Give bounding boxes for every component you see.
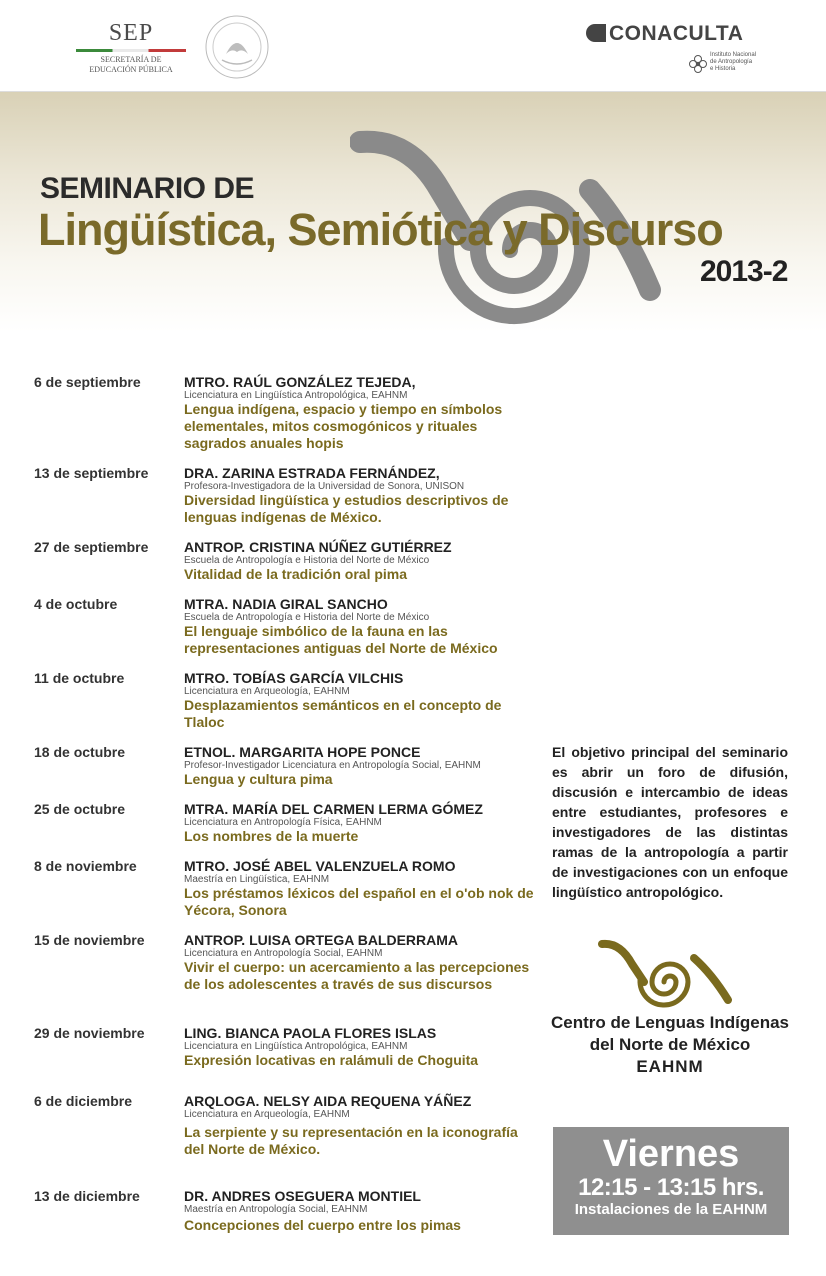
session-info — [184, 539, 534, 583]
session-date: 15 de noviembre — [34, 932, 145, 948]
session-speaker: DRA. ZARINA ESTRADA FERNÁNDEZ, — [184, 465, 440, 481]
conaculta-logo — [586, 22, 743, 46]
session-info — [184, 1025, 534, 1069]
session-date: 6 de diciembre — [34, 1093, 133, 1109]
sep-logo — [76, 20, 186, 75]
spiral-serpent-small-icon — [598, 938, 738, 1008]
session-date: 6 de septiembre — [34, 374, 141, 390]
inah-flower-icon — [688, 54, 708, 74]
title-line-2: Lingüística, Semiótica y Discurso — [38, 204, 723, 255]
session-speaker: ARQLOGA. NELSY AIDA REQUENA YÁÑEZ — [184, 1093, 472, 1109]
conaculta-word: CONACULTA — [609, 22, 744, 45]
session-speaker: MTRO. TOBÍAS GARCÍA VILCHIS — [184, 670, 404, 686]
center-name — [548, 1012, 792, 1078]
session-topic: Vivir el cuerpo: un acercamiento a las percepciones de los adolescentes a través de sus discursos — [184, 959, 530, 992]
session-affiliation: Escuela de Antropología e Historia del Norte de México — [184, 612, 430, 623]
schedule-box — [553, 1127, 789, 1235]
objective-text: El objetivo principal del seminario es abrir un foro de difusión, discusión e intercambio de ideas entre estudiantes, profesores e investigadores de las distintas ramas de la antropología a partir de investigaciones con un enfoque lingüístico antropológico. — [552, 744, 788, 900]
sep-logo-subtitle-2: EDUCACIÓN PÚBLICA — [89, 65, 173, 74]
session-affiliation: Maestría en Lingüística, EAHNM — [184, 874, 330, 885]
session-topic: Desplazamientos semánticos en el concepto de Tlaloc — [184, 697, 502, 730]
session-speaker: DR. ANDRES OSEGUERA MONTIEL — [184, 1188, 421, 1204]
schedule-day: Viernes — [602, 1133, 740, 1175]
session-affiliation: Licenciatura en Arqueología, EAHNM — [184, 1109, 350, 1120]
session-speaker: LING. BIANCA PAOLA FLORES ISLAS — [184, 1025, 437, 1041]
session-affiliation: Licenciatura en Lingüística Antropológica, EAHNM — [184, 390, 408, 401]
session-speaker: ANTROP. CRISTINA NÚÑEZ GUTIÉRREZ — [184, 539, 452, 555]
session-affiliation: Licenciatura en Antropología Social, EAHNM — [184, 948, 383, 959]
sep-logo-rule — [76, 49, 186, 52]
session-topic: Lengua y cultura pima — [184, 771, 333, 787]
session-affiliation: Maestría en Antropología Social, EAHNM — [184, 1204, 368, 1215]
session-topic: Los nombres de la muerte — [184, 828, 359, 844]
schedule-place: Instalaciones de la EAHNM — [574, 1201, 768, 1218]
inah-text — [710, 52, 778, 73]
session-date: 13 de diciembre — [34, 1188, 140, 1204]
session-info — [184, 596, 534, 657]
session-topic: El lenguaje simbólico de la fauna en las representaciones antiguas del Norte de México — [184, 623, 498, 656]
session-date: 27 de septiembre — [34, 539, 149, 555]
session-speaker: ANTROP. LUISA ORTEGA BALDERRAMA — [184, 932, 459, 948]
session-affiliation: Licenciatura en Lingüística Antropológica, EAHNM — [184, 1041, 408, 1052]
session-speaker: ETNOL. MARGARITA HOPE PONCE — [184, 744, 421, 760]
session-info — [184, 744, 534, 788]
inah-line-2: de Antropología — [710, 59, 753, 65]
header-bar — [0, 0, 826, 92]
session-speaker: MTRO. RAÚL GONZÁLEZ TEJEDA, — [184, 374, 416, 390]
session-info — [184, 465, 534, 526]
session-affiliation: Profesor-Investigador Licenciatura en Antropología Social, EAHNM — [184, 760, 481, 771]
session-topic: Diversidad lingüística y estudios descriptivos de lenguas indígenas de México. — [184, 492, 509, 525]
session-affiliation: Licenciatura en Antropología Física, EAHNM — [184, 817, 382, 828]
center-line-2: del Norte de México — [589, 1035, 751, 1054]
title-period: 2013-2 — [700, 255, 788, 288]
center-line-1: Centro de Lenguas Indígenas — [550, 1013, 790, 1032]
sep-logo-subtitle-1: SECRETARÍA DE — [100, 55, 162, 64]
session-topic: Vitalidad de la tradición oral pima — [184, 566, 408, 582]
session-date: 18 de octubre — [34, 744, 126, 760]
sep-logo-word: SEP — [108, 20, 154, 46]
conaculta-mark-icon — [586, 24, 606, 42]
schedule-time: 12:15 - 13:15 hrs. — [578, 1174, 764, 1201]
center-line-3: EAHNM — [636, 1057, 704, 1076]
session-info — [184, 858, 534, 919]
inah-line-1: Instituto Nacional — [710, 52, 757, 58]
session-date: 11 de octubre — [34, 670, 125, 686]
session-date: 13 de septiembre — [34, 465, 149, 481]
session-topic: Concepciones del cuerpo entre los pimas — [184, 1217, 461, 1233]
session-affiliation: Licenciatura en Arqueología, EAHNM — [184, 686, 350, 697]
session-date: 8 de noviembre — [34, 858, 137, 874]
session-date: 25 de octubre — [34, 801, 126, 817]
session-date: 4 de octubre — [34, 596, 118, 612]
mexico-seal-icon — [204, 14, 270, 80]
session-info — [184, 1093, 534, 1158]
session-date: 29 de noviembre — [34, 1025, 145, 1041]
session-topic: La serpiente y su representación en la iconografía del Norte de México. — [184, 1124, 518, 1157]
session-affiliation: Profesora-Investigadora de la Universidad de Sonora, UNISON — [184, 481, 465, 492]
session-info — [184, 374, 534, 452]
session-speaker: MTRO. JOSÉ ABEL VALENZUELA ROMO — [184, 858, 456, 874]
session-topic: Los préstamos léxicos del español en el o'ob nok de Yécora, Sonora — [184, 885, 534, 918]
session-topic: Lengua indígena, espacio y tiempo en símbolos elementales, mitos cosmogónicos y rituales sagrados anuales hopis — [184, 401, 503, 451]
session-info — [184, 1188, 534, 1234]
session-topic: Expresión locativas en ralámuli de Choguita — [184, 1052, 479, 1068]
session-speaker: MTRA. NADIA GIRAL SANCHO — [184, 596, 388, 612]
inah-line-3: e Historia — [710, 66, 736, 72]
session-info — [184, 670, 534, 731]
session-info — [184, 801, 534, 845]
session-speaker: MTRA. MARÍA DEL CARMEN LERMA GÓMEZ — [184, 801, 483, 817]
session-affiliation: Escuela de Antropología e Historia del Norte de México — [184, 555, 430, 566]
title-line-1: SEMINARIO DE — [40, 172, 255, 205]
session-info — [184, 932, 534, 993]
